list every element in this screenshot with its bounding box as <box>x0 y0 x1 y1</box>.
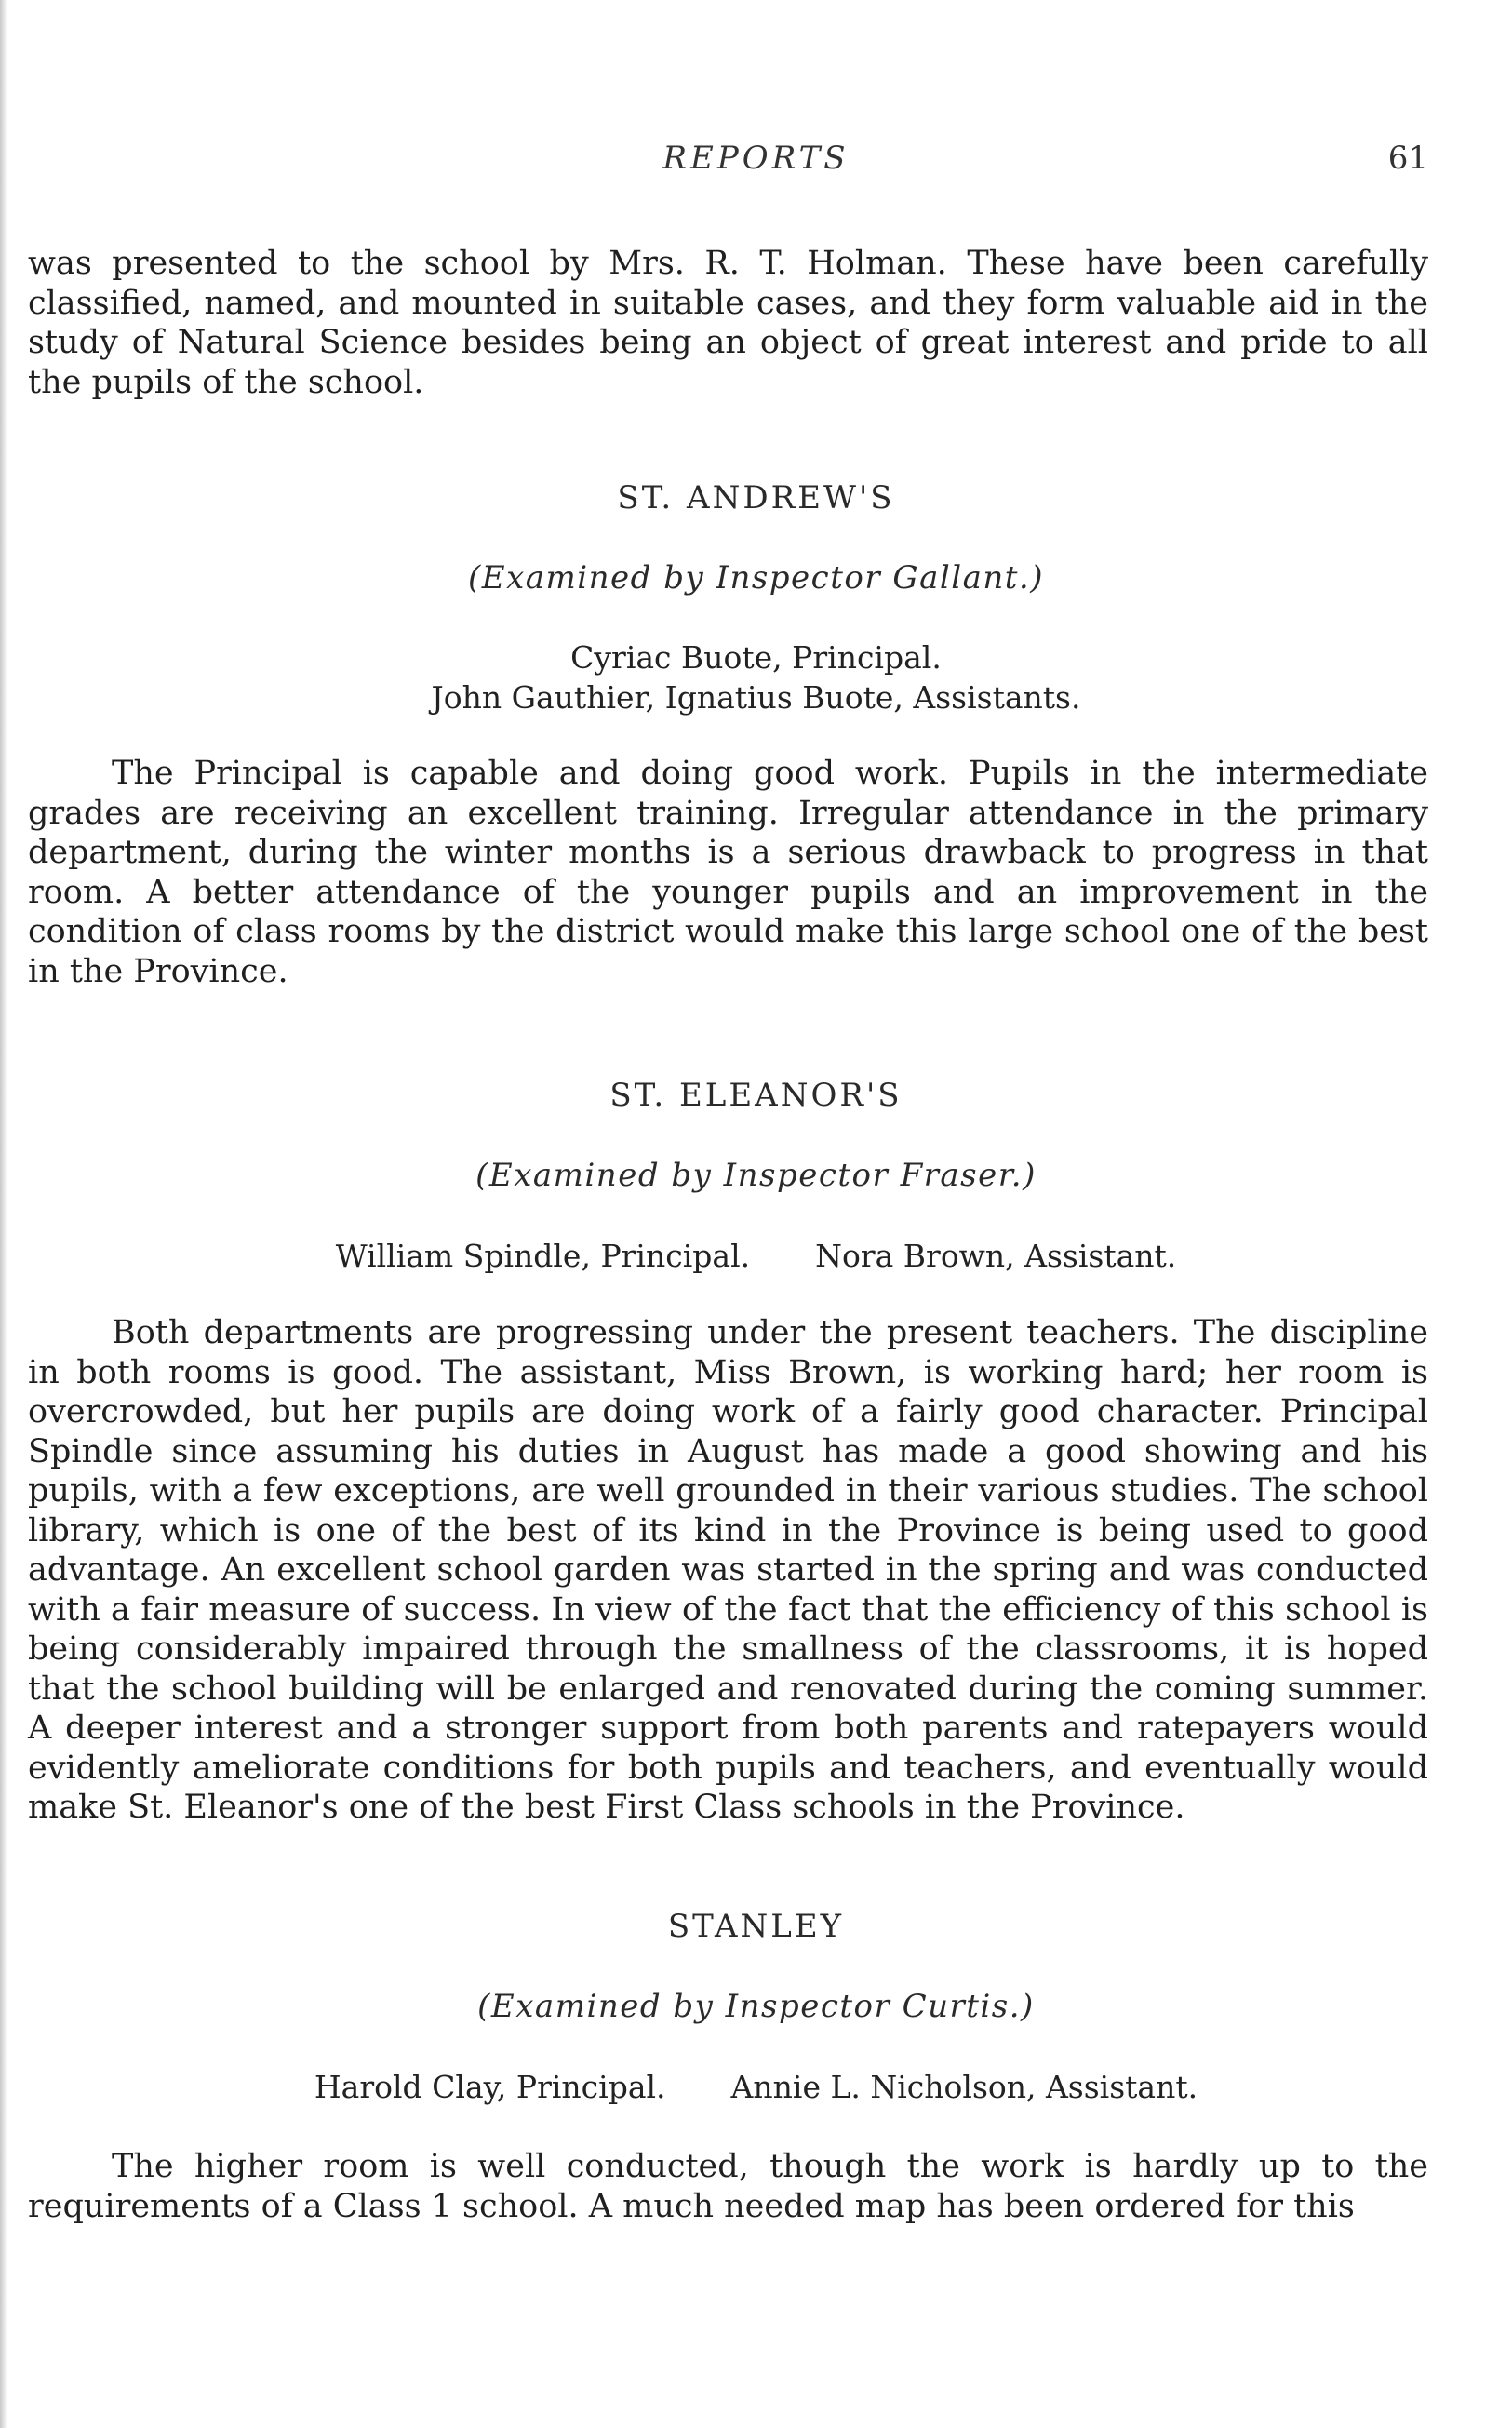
staff-principal-st-andrews: Cyriac Buote, Principal. <box>570 639 942 676</box>
paragraph-block-st-andrews <box>28 754 1428 991</box>
examiner-stanley: (Examined by Inspector Curtis.) <box>477 1988 1035 2025</box>
staff-principal-st-eleanors: William Spindle, Principal. <box>335 1238 751 1274</box>
staff-assistants-st-andrews: John Gauthier, Ignatius Buote, Assistants. <box>431 679 1081 716</box>
section-title-st-eleanors: ST. ELEANOR'S <box>609 1077 903 1114</box>
paragraph-block-st-eleanors <box>28 1313 1428 1828</box>
intro-paragraph: was presented to the school by Mrs. R. T. Holman. These have been carefully classified, named, and mounted in suitable cases, and they form valuable aid in the study of Natural Science besides being an object of great interest and pride to all the pupils of the school. <box>28 245 1428 401</box>
staff-principal-stanley: Harold Clay, Principal. <box>314 2069 666 2105</box>
section-title-st-andrews: ST. ANDREW'S <box>617 479 895 516</box>
examiner-st-andrews: (Examined by Inspector Gallant.) <box>468 559 1044 597</box>
staff-line-stanley <box>0 2069 1512 2105</box>
section-title-stanley: STANLEY <box>667 1908 845 1945</box>
paragraph-stanley: The higher room is well conducted, though the work is hardly up to the requirements of a Class 1 school. A much needed map has been ordered for this <box>28 2148 1428 2225</box>
intro-paragraph-block <box>28 244 1428 402</box>
staff-assistant-stanley: Annie L. Nicholson, Assistant. <box>730 2069 1198 2105</box>
paragraph-st-andrews: The Principal is capable and doing good work. Pupils in the intermediate grades are receiving an excellent training. Irregular attendance in the primary department, during the winter months is a serious drawback to progress in that room. A better attendance of the younger pupils and an improvement in the condition of class rooms by the district would make this large school one of the best in the Province. <box>28 755 1428 990</box>
examiner-st-eleanors: (Examined by Inspector Fraser.) <box>475 1157 1037 1194</box>
scan-edge-shadow <box>0 0 7 2428</box>
running-title: REPORTS <box>662 140 850 177</box>
running-header <box>0 140 1512 186</box>
staff-line-st-eleanors <box>0 1238 1512 1274</box>
paragraph-st-eleanors: Both departments are progressing under the present teachers. The discipline in both rooms is good. The assistant, Miss Brown, is working hard; her room is overcrowded, but her pupils are doing work of a fairly good character. Principal Spindle since assuming his duties in August has made a good showing and his pupils, with a few exceptions, are well grounded in their various studies. The school library, which is one of the best of its kind in the Province is being used to good advantage. An excellent school garden was started in the spring and was conducted with a fair measure of success. In view of the fact that the efficiency of this school is being considerably impaired through the smallness of the classrooms, it is hoped that the school building will be enlarged and renovated during the coming summer. A deeper interest and a stronger support from both parents and ratepayers would evidently ameliorate conditions for both pupils and teachers, and eventually would make St. Eleanor's one of the best First Class schools in the Province. <box>28 1314 1428 1826</box>
page-number: 61 <box>1387 140 1428 177</box>
staff-assistant-st-eleanors: Nora Brown, Assistant. <box>815 1238 1177 1274</box>
paragraph-block-stanley <box>28 2147 1428 2226</box>
